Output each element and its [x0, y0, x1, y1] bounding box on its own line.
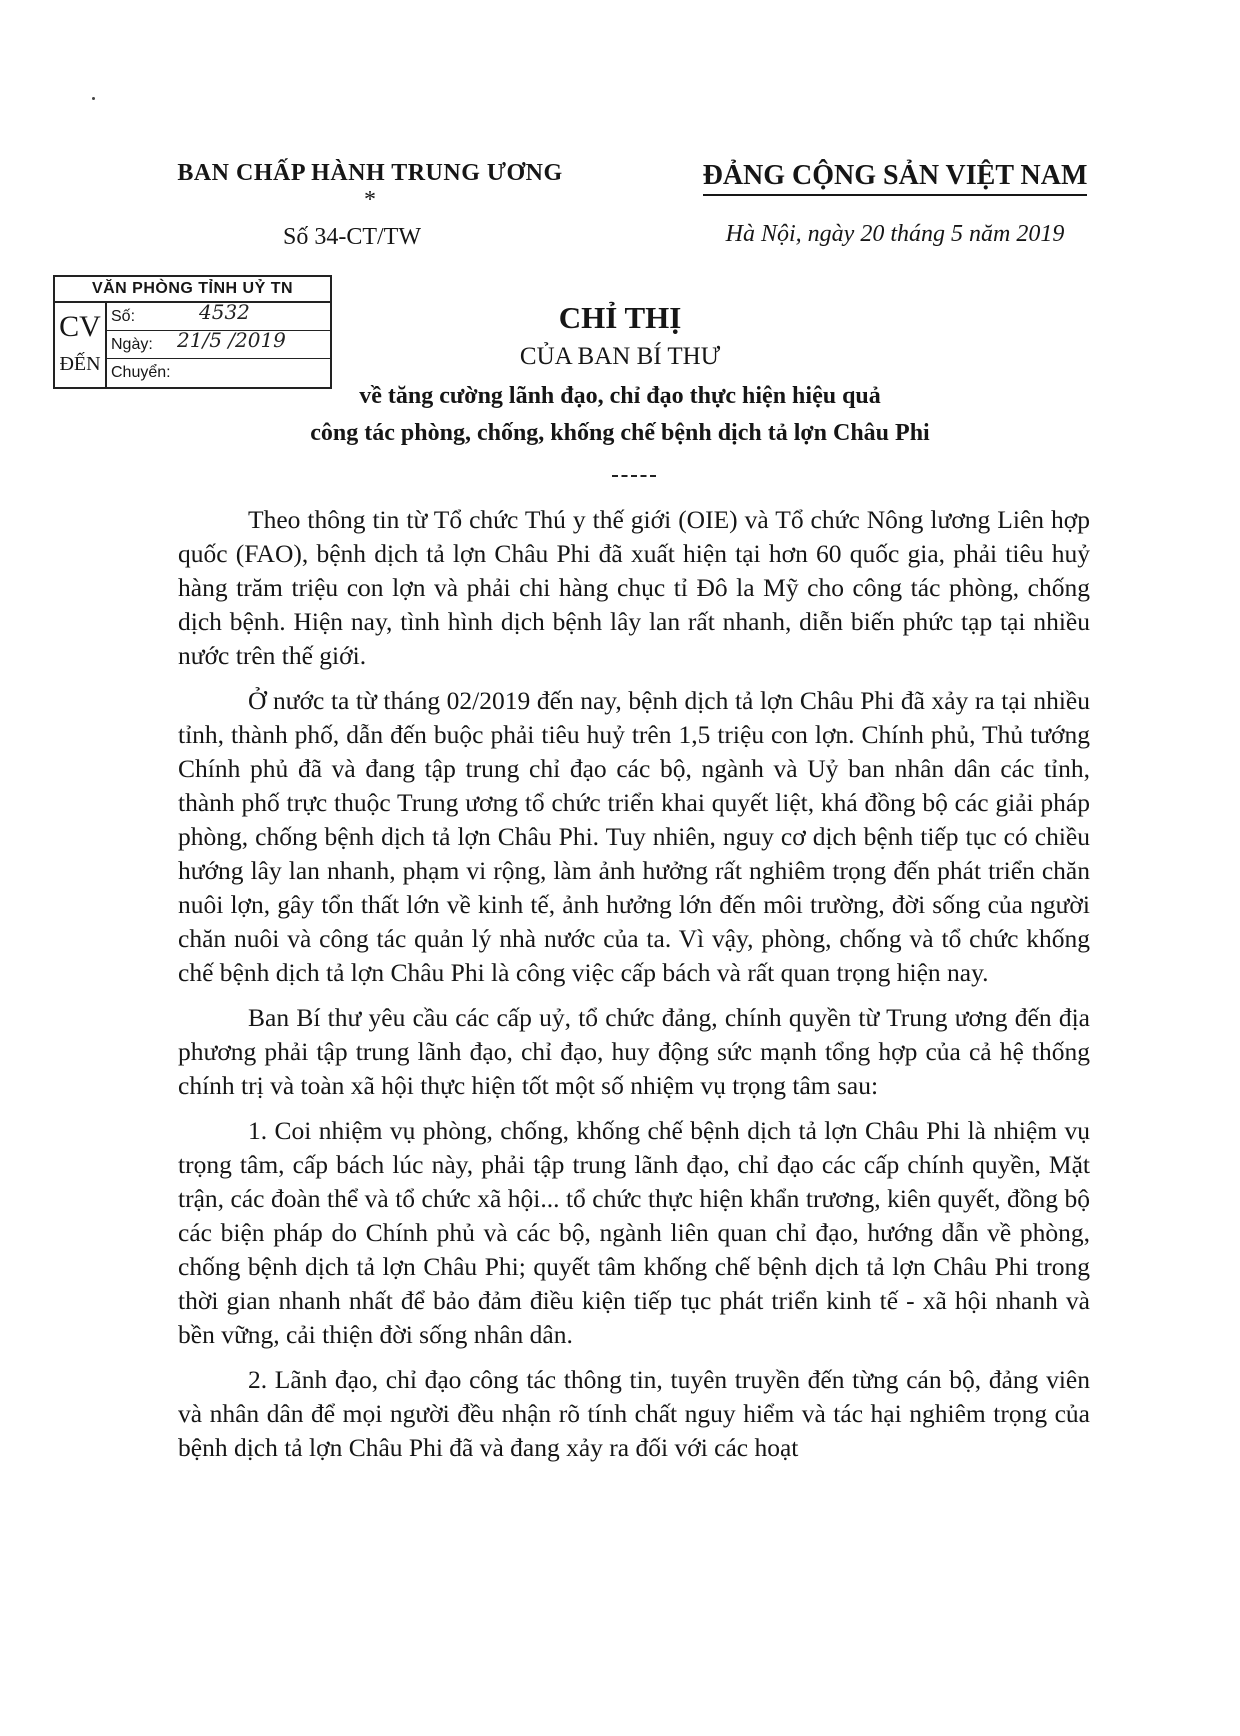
party-name: ĐẢNG CỘNG SẢN VIỆT NAM — [703, 160, 1088, 196]
document-topic — [160, 378, 1080, 452]
stamp-chuyen-label: Chuyển: — [111, 364, 171, 381]
document-issuer: CỦA BAN BÍ THƯ — [519, 343, 721, 370]
place-date: Hà Nội, ngày 20 tháng 5 năm 2019 — [725, 221, 1065, 247]
stamp-den: ĐẾN — [59, 353, 101, 375]
paragraph: 1. Coi nhiệm vụ phòng, chống, khống chế bệnh dịch tả lợn Châu Phi là nhiệm vụ trọng tâm, cấp bách lúc này, phải tập trung lãnh đạo, chỉ đạo các cấp chính quyền, Mặt trận, các đoàn thể và tổ chức xã hội... tổ chức thực hiện khẩn trương, kiên quyết, đồng bộ các biện pháp do Chính phủ và các bộ, ngành liên quan chỉ đạo, hướng dẫn về phòng, chống bệnh dịch tả lợn Châu Phi; quyết tâm khống chế bệnh dịch tả lợn Châu Phi trong thời gian nhanh nhất để bảo đảm điều kiện tiếp tục phát triển kinh tế - xã hội nhanh và bền vững, cải thiện đời sống nhân dân. — [178, 1116, 1090, 1349]
document-body — [178, 503, 1090, 1476]
stamp-so-label: Số: — [111, 308, 136, 325]
paragraph: Ban Bí thư yêu cầu các cấp uỷ, tổ chức đảng, chính quyền từ Trung ương đến địa phương phải tập trung lãnh đạo, chỉ đạo, huy động sức mạnh tổng hợp của cả hệ thống chính trị và toàn xã hội thực hiện tốt một số nhiệm vụ trọng tâm sau: — [178, 1003, 1090, 1100]
title-divider — [612, 475, 656, 477]
stamp-fields — [107, 300, 330, 387]
stamp-office: VĂN PHÒNG TỈNH UỶ TN — [55, 277, 330, 303]
stamp-so-value: 4532 — [199, 300, 250, 324]
paragraph: 2. Lãnh đạo, chỉ đạo công tác thông tin, tuyên truyền đến từng cán bộ, đảng viên và nhân dân để mọi người đều nhận rõ tính chất nguy hiểm và tác hại nghiêm trọng của bệnh dịch tả lợn Châu Phi đã và đang xảy ra đối với các hoạt — [178, 1365, 1090, 1462]
stamp-row-ngay — [107, 328, 330, 359]
stamp-ngay-label: Ngày: — [111, 336, 153, 353]
scan-speck — [92, 97, 95, 100]
incoming-stamp — [53, 275, 332, 389]
stamp-ngay-value: 21/5 /2019 — [177, 328, 286, 352]
star-separator: * — [364, 187, 376, 213]
stamp-cv-den — [55, 303, 107, 387]
paragraph: Ở nước ta từ tháng 02/2019 đến nay, bệnh dịch tả lợn Châu Phi đã xảy ra tại nhiều tỉnh, thành phố, dẫn đến buộc phải tiêu huỷ trên 1,5 triệu con lợn. Chính phủ, Thủ tướng Chính phủ đã và đang tập trung chỉ đạo các bộ, ngành và Uỷ ban nhân dân các tỉnh, thành phố trực thuộc Trung ương tổ chức triển khai quyết liệt, khá đồng bộ các giải pháp phòng, chống bệnh dịch tả lợn Châu Phi. Tuy nhiên, nguy cơ dịch bệnh tiếp tục có chiều hướng lây lan nhanh, phạm vi rộng, làm ảnh hưởng rất nghiêm trọng đến phát triển chăn nuôi lợn, gây tổn thất lớn về kinh tế, ảnh hưởng lớn đến môi trường, đời sống của người chăn nuôi và công tác quản lý nhà nước của ta. Vì vậy, phòng, chống và tổ chức khống chế bệnh dịch tả lợn Châu Phi là công việc cấp bách và rất quan trọng hiện nay. — [178, 686, 1090, 987]
party-header — [690, 160, 1100, 196]
organization-name: BAN CHẤP HÀNH TRUNG ƯƠNG — [177, 160, 563, 186]
stamp-cv: CV — [59, 310, 101, 343]
document-number: Số 34-CT/TW — [283, 224, 421, 250]
issuing-authority — [140, 160, 600, 213]
paragraph: Theo thông tin từ Tổ chức Thú y thế giới (OIE) và Tổ chức Nông lương Liên hợp quốc (FAO), bệnh dịch tả lợn Châu Phi đã xuất hiện tại hơn 60 quốc gia, phải tiêu huỷ hàng trăm triệu con lợn và phải chi hàng chục tỉ Đô la Mỹ cho công tác phòng, chống dịch bệnh. Hiện nay, tình hình dịch bệnh lây lan rất nhanh, diễn biến phức tạp tại nhiều nước trên thế giới. — [178, 505, 1090, 670]
topic-line-1: về tăng cường lãnh đạo, chỉ đạo thực hiện hiệu quả — [359, 383, 881, 409]
topic-line-2: công tác phòng, chống, khống chế bệnh dịch tả lợn Châu Phi — [310, 420, 930, 446]
document-title: CHỈ THỊ — [558, 300, 682, 335]
